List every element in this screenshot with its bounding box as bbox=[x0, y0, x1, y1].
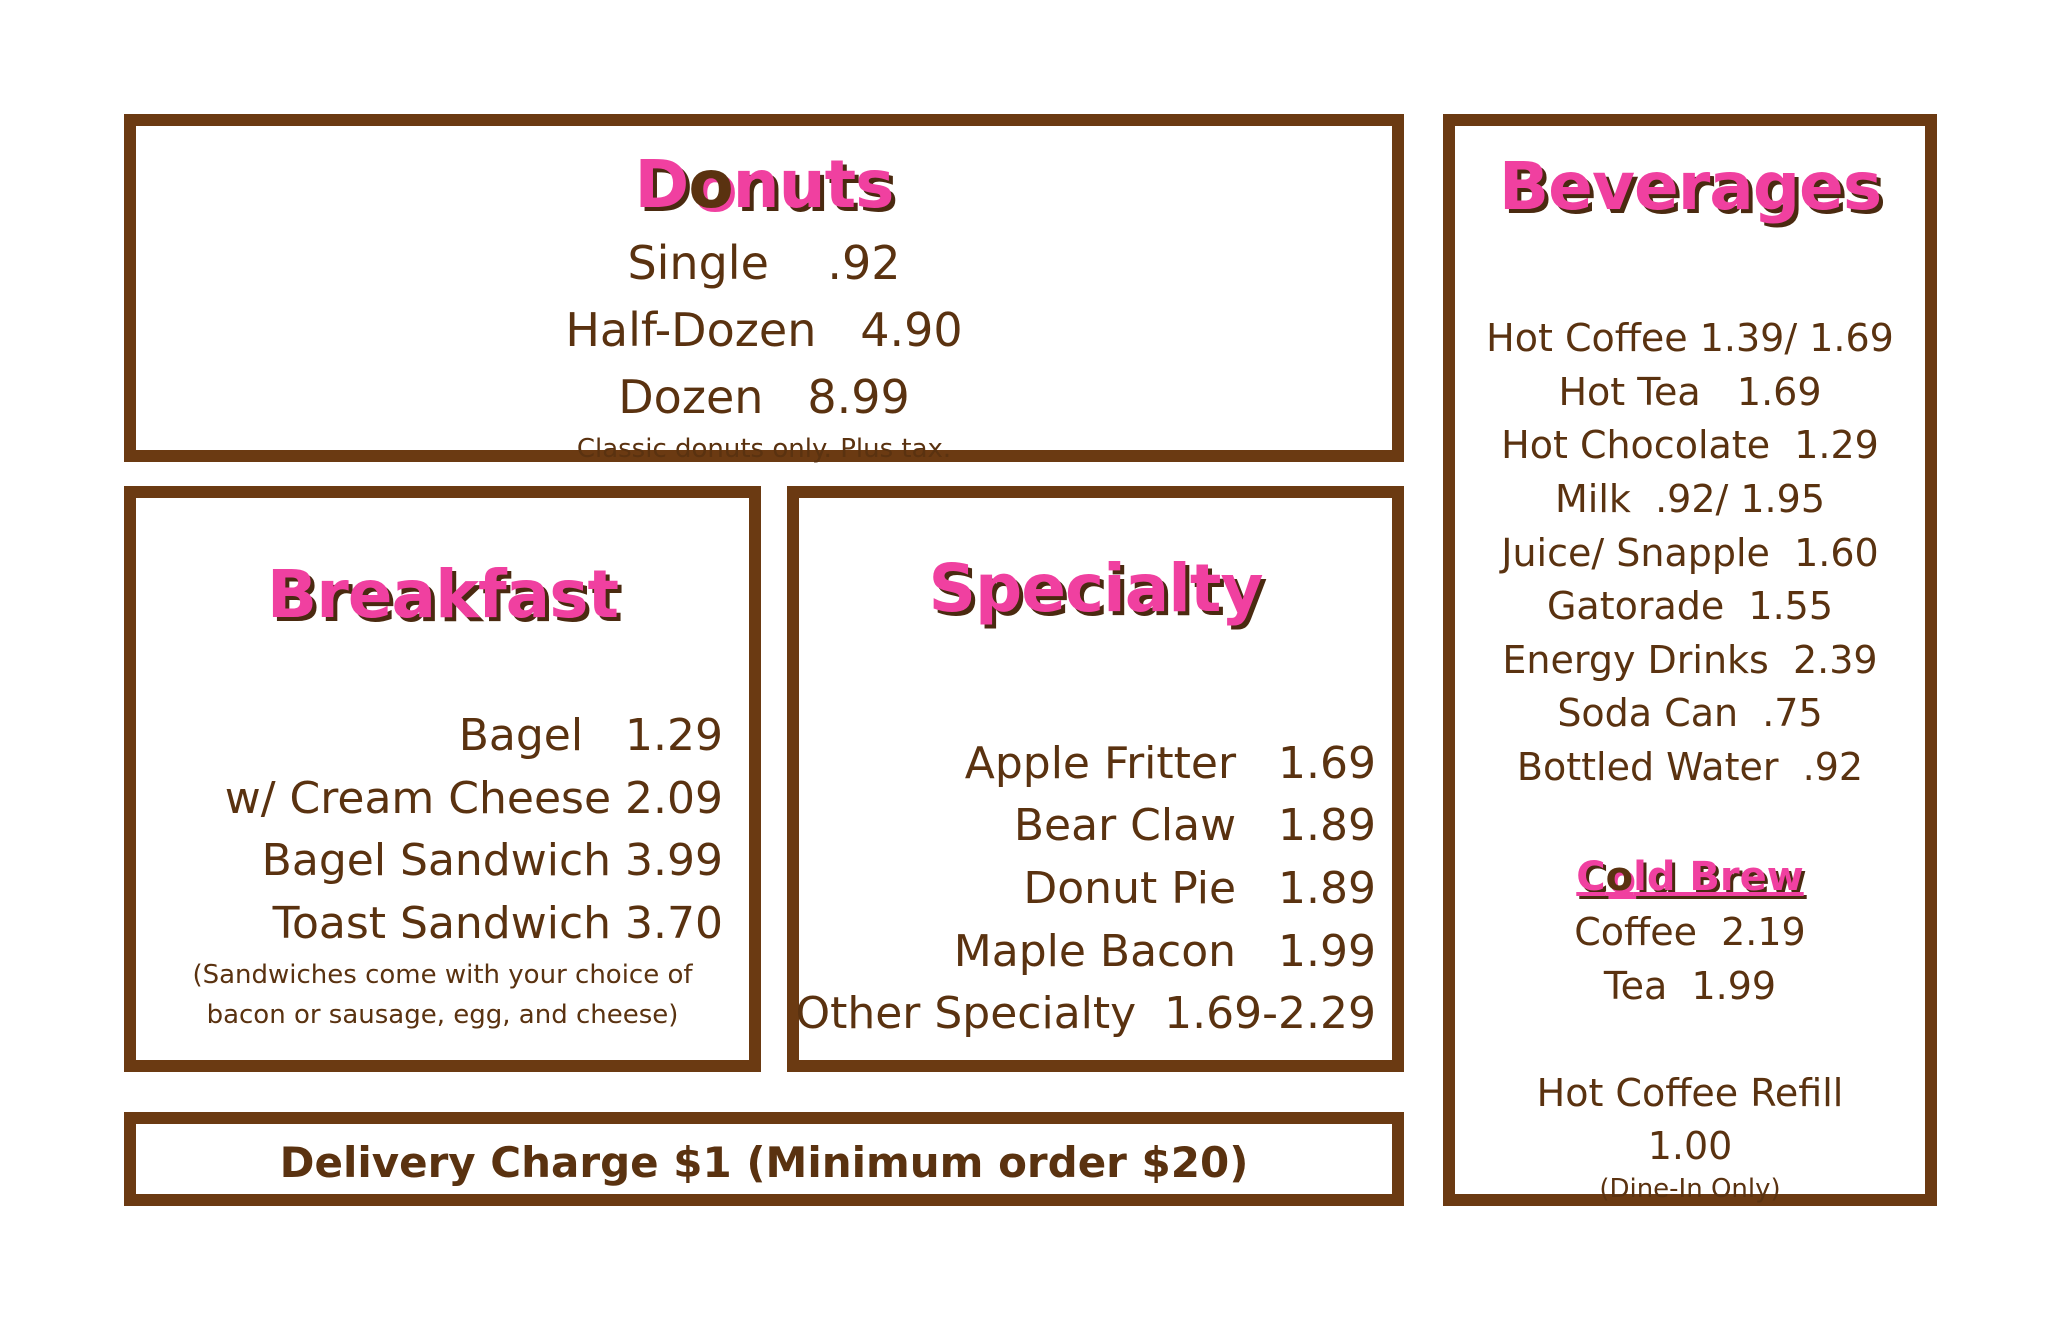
breakfast-item-bagel: Bagel 1.29 bbox=[458, 710, 723, 761]
specialty-item-donut-pie: Donut Pie 1.89 bbox=[1023, 863, 1376, 914]
breakfast-item-bagel-sandwich: Bagel Sandwich 3.99 bbox=[261, 835, 723, 886]
breakfast-item-cream-cheese: w/ Cream Cheese 2.09 bbox=[224, 773, 723, 824]
beverage-item-energy-drinks: Energy Drinks 2.39 bbox=[1502, 638, 1878, 682]
breakfast-note-line1: (Sandwiches come with your choice of bbox=[192, 960, 693, 990]
hot-coffee-refill-label: Hot Coffee Refill bbox=[1536, 1071, 1844, 1115]
donuts-item-dozen: Dozen 8.99 bbox=[618, 370, 910, 424]
specialty-section bbox=[787, 486, 1404, 1072]
delivery-charge-text: Delivery Charge $1 (Minimum order $20) bbox=[279, 1138, 1249, 1187]
cold-brew-item-tea: Tea 1.99 bbox=[1603, 964, 1777, 1008]
beverage-item-hot-coffee: Hot Coffee 1.39/ 1.69 bbox=[1486, 316, 1894, 360]
specialty-heading: Specialty bbox=[928, 550, 1263, 627]
beverage-item-gatorade: Gatorade 1.55 bbox=[1546, 584, 1834, 628]
beverages-heading: Beverages bbox=[1498, 148, 1882, 225]
specialty-item-apple-fritter: Apple Fritter 1.69 bbox=[964, 738, 1376, 789]
donuts-section bbox=[124, 114, 1404, 462]
beverage-item-juice-snapple: Juice/ Snapple 1.60 bbox=[1501, 531, 1879, 575]
beverage-item-milk: Milk .92/ 1.95 bbox=[1555, 477, 1825, 521]
hot-coffee-refill-note: (Dine-In Only) bbox=[1599, 1174, 1781, 1204]
beverage-item-soda-can: Soda Can .75 bbox=[1557, 691, 1823, 735]
breakfast-heading: Breakfast bbox=[266, 556, 619, 633]
breakfast-item-toast-sandwich: Toast Sandwich 3.70 bbox=[272, 898, 723, 949]
donuts-heading: Donuts bbox=[634, 146, 894, 223]
beverage-item-hot-chocolate: Hot Chocolate 1.29 bbox=[1501, 423, 1879, 467]
delivery-section bbox=[124, 1112, 1404, 1206]
cold-brew-item-coffee: Coffee 2.19 bbox=[1574, 910, 1806, 954]
beverage-item-bottled-water: Bottled Water .92 bbox=[1516, 745, 1864, 789]
cold-brew-heading: Cold Brew bbox=[1576, 854, 1804, 900]
specialty-item-bear-claw: Bear Claw 1.89 bbox=[1013, 800, 1376, 851]
breakfast-section bbox=[124, 486, 761, 1072]
donuts-note: Classic donuts only. Plus tax. bbox=[576, 434, 952, 464]
beverages-section bbox=[1443, 114, 1937, 1206]
hot-coffee-refill-price: 1.00 bbox=[1647, 1124, 1733, 1168]
breakfast-note-line2: bacon or sausage, egg, and cheese) bbox=[206, 1000, 679, 1030]
beverage-item-hot-tea: Hot Tea 1.69 bbox=[1558, 370, 1822, 414]
donuts-item-half-dozen: Half-Dozen 4.90 bbox=[565, 303, 963, 357]
donuts-item-single: Single .92 bbox=[627, 236, 901, 290]
specialty-item-maple-bacon: Maple Bacon 1.99 bbox=[953, 926, 1376, 977]
specialty-item-other: Other Specialty 1.69-2.29 bbox=[795, 988, 1376, 1039]
